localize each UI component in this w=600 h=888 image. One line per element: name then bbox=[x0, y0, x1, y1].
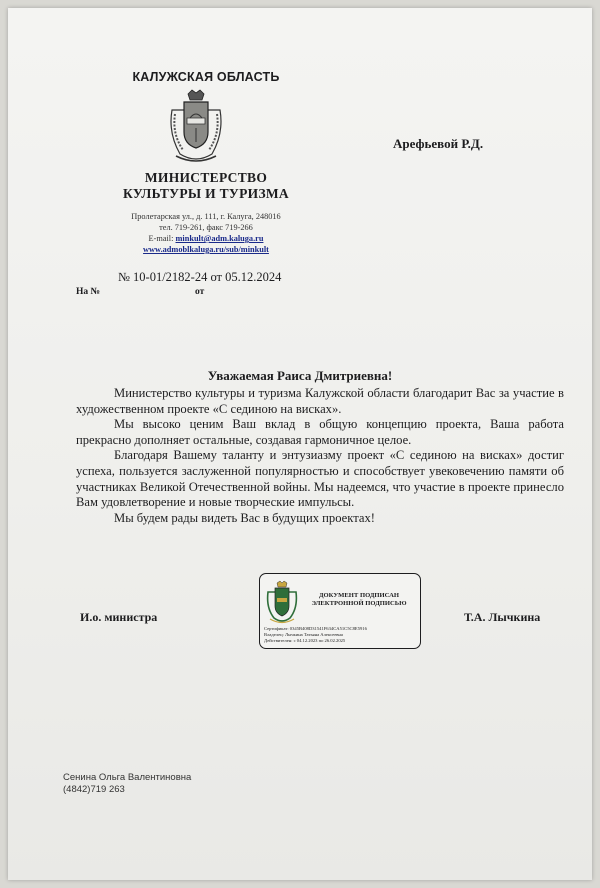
stamp-coat-of-arms-icon bbox=[264, 580, 300, 624]
signer-title: И.о. министра bbox=[80, 610, 158, 624]
electronic-signature-stamp bbox=[259, 573, 421, 649]
stamp-details bbox=[264, 626, 418, 644]
executor-info bbox=[63, 772, 191, 796]
letter-body bbox=[76, 386, 564, 526]
ministry-email-line bbox=[106, 233, 306, 244]
stamp-certificate: Сертификат: 0345B408D31541F634CA51C5C8E5916 bbox=[264, 626, 367, 631]
reference-date-label: от bbox=[195, 287, 205, 297]
recipient: Арефьевой Р.Д. bbox=[393, 136, 484, 151]
stamp-validity: Действителен: с 04.12.2023 по 26.02.2025 bbox=[264, 638, 346, 643]
stamp-heading-line-2: ЭЛЕКТРОННОЙ ПОДПИСЬЮ bbox=[311, 600, 407, 607]
stamp-heading-line-1: ДОКУМЕНТ ПОДПИСАН bbox=[319, 592, 399, 599]
ministry-line-2: КУЛЬТУРЫ И ТУРИЗМА bbox=[123, 186, 289, 201]
executor-phone: (4842)719 263 bbox=[63, 784, 125, 795]
reference-number-label: На № bbox=[76, 287, 101, 297]
email-link[interactable]: minkult@adm.kaluga.ru bbox=[175, 234, 264, 243]
paragraph: Благодаря Вашему таланту и энтузиазму проект «С сединою на висках» достиг успеха, пользуется заслуженной популярностью и способствует увековечению памяти об участниках Великой Отечественной войны. Мы надеемся, что участие в проекте принесло Вам удовлетворение и новые творческие импульсы. bbox=[76, 448, 564, 510]
signer-name: Т.А. Лычкина bbox=[464, 610, 541, 624]
ministry-line-1: МИНИСТЕРСТВО bbox=[144, 170, 268, 185]
paragraph: Министерство культуры и туризма Калужской области благодарит Вас за участие в художественном проекте «С сединою на висках». bbox=[76, 386, 564, 416]
website-link[interactable]: www.admoblkaluga.ru/sub/minkult bbox=[143, 245, 269, 254]
ministry-name bbox=[111, 170, 301, 202]
paragraph: Мы высоко ценим Ваш вклад в общую концепцию проекта, Ваша работа прекрасно дополняет остальные, создавая гармоничное целое. bbox=[76, 417, 564, 447]
ministry-phones: тел. 719-261, факс 719-266 bbox=[159, 223, 253, 232]
salutation: Уважаемая Раиса Дмитриевна! bbox=[207, 368, 393, 383]
email-label: E-mail: bbox=[148, 234, 174, 243]
letter-page bbox=[8, 8, 592, 880]
stamp-heading bbox=[302, 592, 416, 608]
stamp-owner: Владелец: Лычкина Татьяна Алексеевна bbox=[264, 632, 343, 637]
executor-name: Сенина Ольга Валентиновна bbox=[63, 772, 192, 783]
ministry-address: Пролетарская ул., д. 111, г. Калуга, 248016 bbox=[131, 212, 281, 221]
ministry-contacts bbox=[106, 211, 306, 255]
coat-of-arms-icon bbox=[166, 88, 226, 166]
region-name: КАЛУЖСКАЯ ОБЛАСТЬ bbox=[132, 70, 280, 84]
paragraph: Мы будем рады видеть Вас в будущих проектах! bbox=[114, 510, 375, 525]
registration-number: № 10-01/2182-24 от 05.12.2024 bbox=[118, 270, 282, 284]
